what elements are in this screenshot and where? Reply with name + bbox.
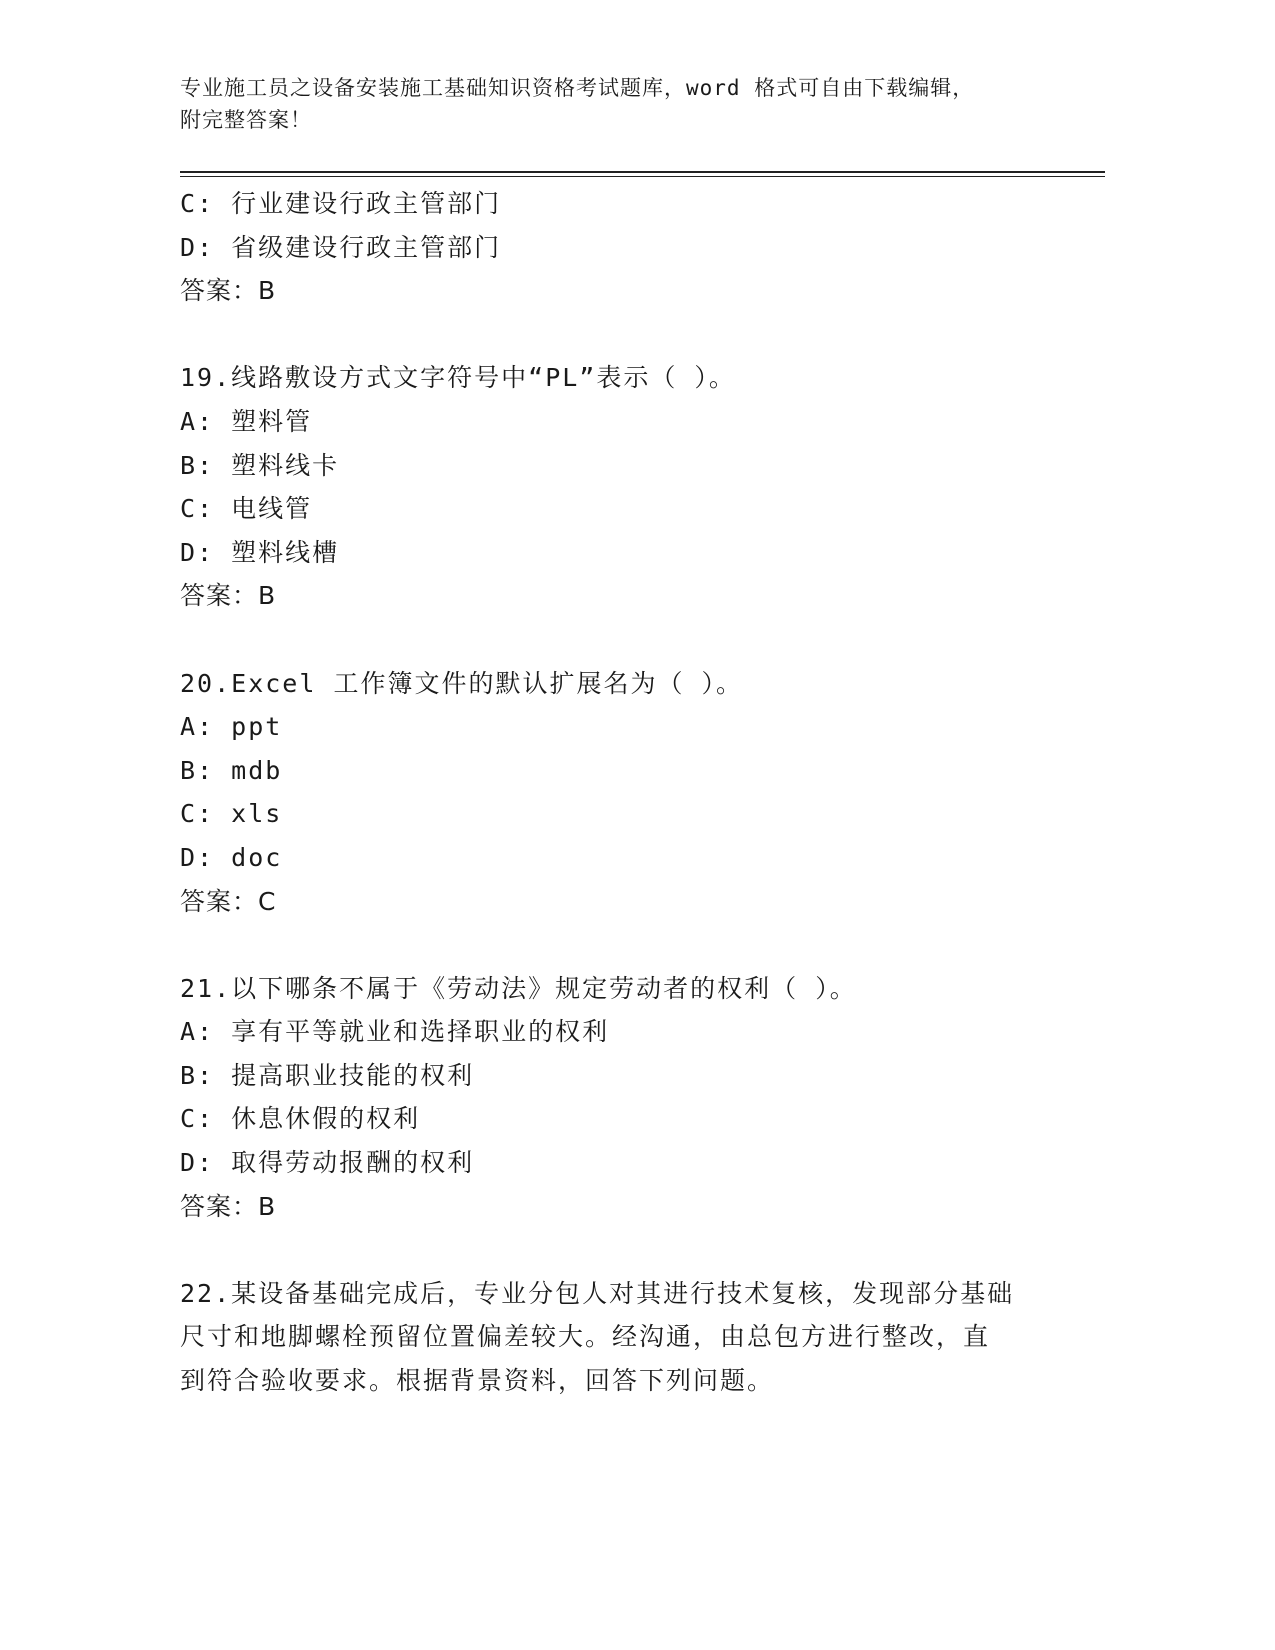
option-a: A: 塑料管 <box>180 406 313 436</box>
header-title-line-2: 附完整答案！ <box>180 108 312 132</box>
option-d: D: 省级建设行政主管部门 <box>180 232 502 262</box>
scenario-line-3: 到符合验收要求。根据背景资料，回答下列问题。 <box>180 1366 775 1396</box>
scenario-line-1: 22.某设备基础完成后，专业分包人对其进行技术复核，发现部分基础 <box>180 1278 1015 1308</box>
option-c: C: 行业建设行政主管部门 <box>180 189 502 218</box>
question-stem: 19.线路敷设方式文字符号中“PL”表示（ ）。 <box>180 363 736 393</box>
answer-value: C <box>258 886 277 916</box>
spacer <box>180 923 1080 967</box>
option-a: A: ppt <box>180 712 283 742</box>
option-d: D: 取得劳动报酬的权利 <box>180 1148 475 1178</box>
option-b: B: 提高职业技能的权利 <box>180 1060 475 1090</box>
option-b: B: mdb <box>180 755 283 785</box>
document-body <box>180 182 1080 1403</box>
header-title-line-1: 专业施工员之设备安装施工基础知识资格考试题库，word 格式可自由下载编辑， <box>180 76 975 100</box>
question-21 <box>180 967 1080 1229</box>
header-divider-thick <box>180 171 1105 173</box>
answer-label: 答案： <box>180 581 259 611</box>
answer-line <box>180 269 1080 313</box>
header-divider-thin <box>180 176 1105 177</box>
answer-line <box>180 574 1080 618</box>
option-c: C: 电线管 <box>180 494 313 524</box>
spacer <box>180 1228 1080 1272</box>
option-b: B: 塑料线卡 <box>180 450 340 480</box>
option-c: C: xls <box>180 799 283 829</box>
spacer <box>180 618 1080 662</box>
question-18-continued <box>180 182 1080 313</box>
question-22-scenario <box>180 1272 1080 1403</box>
answer-line <box>180 1185 1080 1229</box>
document-header <box>180 72 1080 136</box>
answer-label: 答案： <box>180 886 259 916</box>
answer-label: 答案： <box>180 1191 259 1221</box>
question-19 <box>180 356 1080 618</box>
answer-value: B <box>258 1191 277 1221</box>
option-a: A: 享有平等就业和选择职业的权利 <box>180 1017 610 1047</box>
option-d: D: 塑料线槽 <box>180 537 340 567</box>
question-stem: 20.Excel 工作簿文件的默认扩展名为（ ）。 <box>180 668 744 698</box>
answer-value: B <box>258 276 277 306</box>
spacer <box>180 313 1080 357</box>
answer-value: B <box>258 581 277 611</box>
option-c: C: 休息休假的权利 <box>180 1104 421 1134</box>
question-20 <box>180 662 1080 924</box>
answer-label: 答案： <box>180 276 259 306</box>
answer-line <box>180 880 1080 924</box>
question-stem: 21.以下哪条不属于《劳动法》规定劳动者的权利（ ）。 <box>180 973 857 1003</box>
scenario-line-2: 尺寸和地脚螺栓预留位置偏差较大。经沟通，由总包方进行整改，直 <box>180 1322 991 1352</box>
option-d: D: doc <box>180 842 283 872</box>
